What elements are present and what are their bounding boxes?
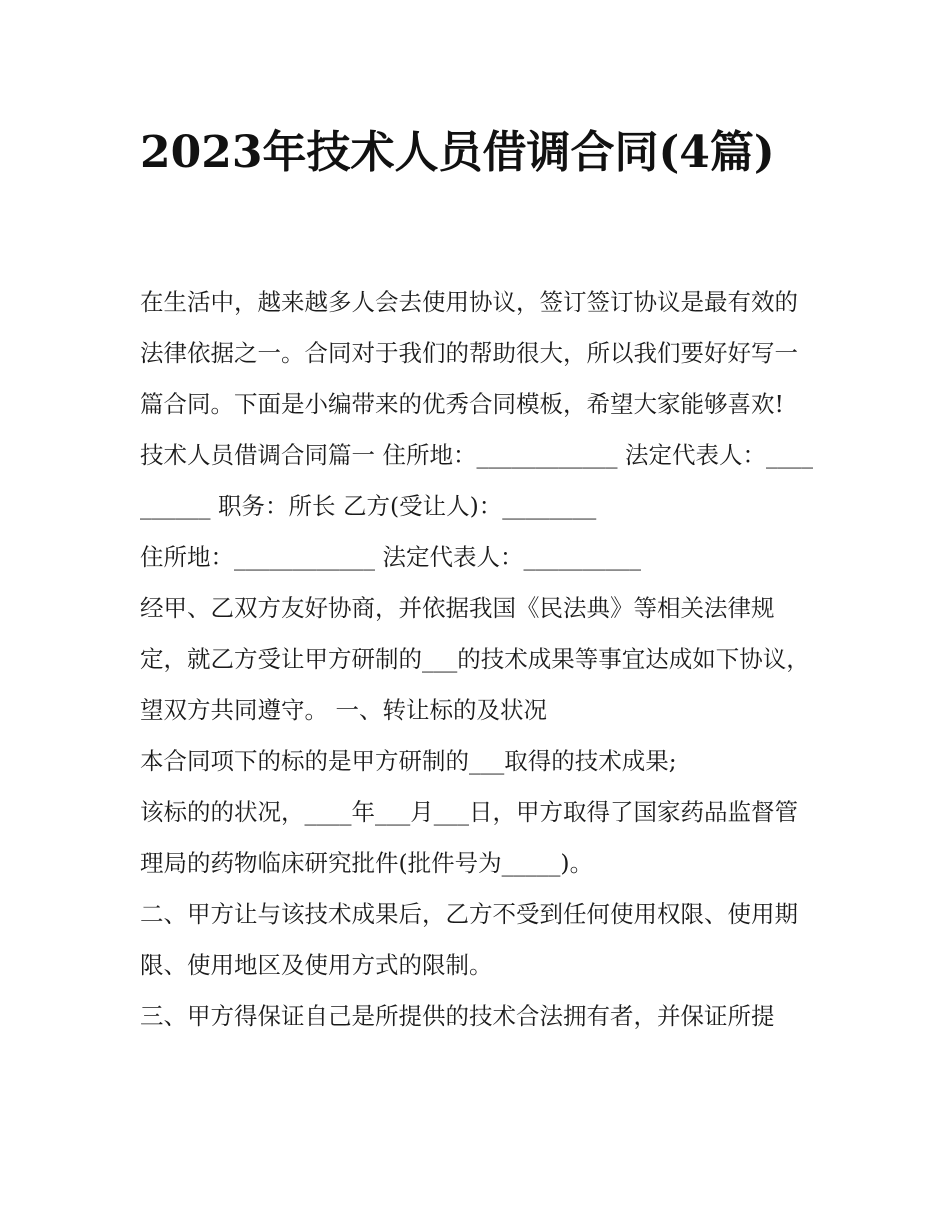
- party-a-info-paragraph: 技术人员借调合同篇一 住所地：____________ 法定代表人：__________ 职务：所长 乙方(受让人)：________: [140, 441, 813, 520]
- party-b-address-paragraph: 住所地：____________ 法定代表人：__________: [140, 543, 641, 571]
- clause-three-paragraph: 三、甲方得保证自己是所提供的技术合法拥有者，并保证所提: [140, 1002, 775, 1030]
- subject-matter-paragraph: 本合同项下的标的是甲方研制的___取得的技术成果;: [140, 747, 677, 775]
- agreement-preamble-paragraph: 经甲、乙双方友好协商，并依据我国《民法典》等相关法律规定，就乙方受让甲方研制的___的技术成果等事宜达成如下协议，望双方共同遵守。 一、转让标的及状况: [140, 594, 810, 724]
- document-title: 2023年技术人员借调合同(4篇): [140, 127, 775, 178]
- document-body: [140, 277, 820, 1042]
- clause-two-paragraph: 二、甲方让与该技术成果后，乙方不受到任何使用权限、使用期限、使用地区及使用方式的限制。: [140, 900, 798, 979]
- subject-status-paragraph: 该标的的状况，____年___月___日，甲方取得了国家药品监督管理局的药物临床研究批件(批件号为_____)。: [140, 798, 798, 877]
- intro-paragraph: 在生活中，越来越多人会去使用协议，签订签订协议是最有效的法律依据之一。合同对于我们的帮助很大，所以我们要好好写一篇合同。下面是小编带来的优秀合同模板，希望大家能够喜欢!: [140, 288, 798, 418]
